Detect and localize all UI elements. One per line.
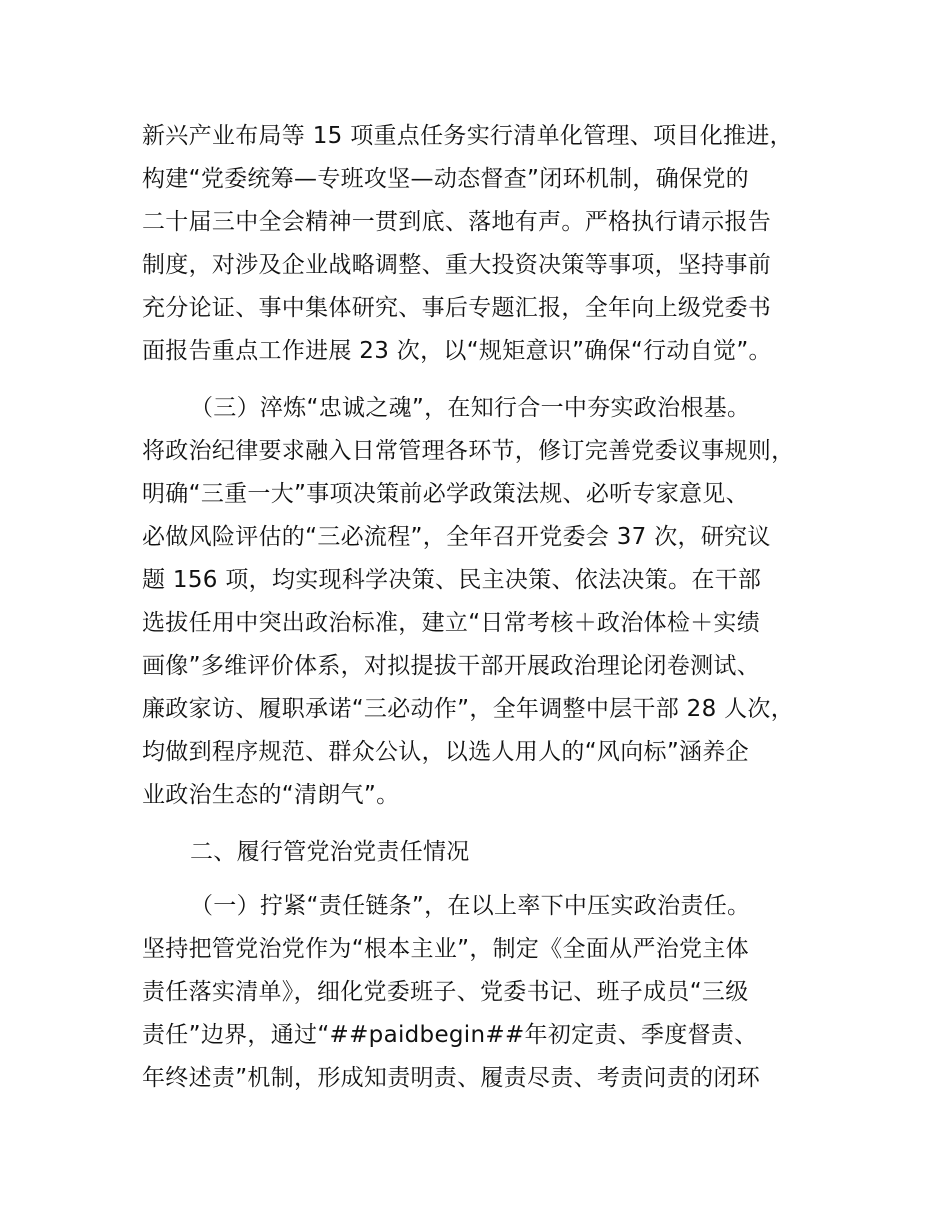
- text-line: 责任”边界，通过“##paidbegin##年初定责、季度督责、: [142, 1022, 758, 1048]
- section-heading: 二、履行管党治党责任情况: [190, 839, 470, 865]
- text-line: 将政治纪律要求融入日常管理各环节，修订完善党委议事规则，: [142, 438, 795, 464]
- text-line: 选拔任用中突出政治标准，建立“日常考核＋政治体检＋实绩: [142, 610, 761, 636]
- text-line: 面报告重点工作进展 23 次，以“规矩意识”确保“行动自觉”。: [142, 338, 772, 364]
- text-line: 廉政家访、履职承诺“三必动作”，全年调整中层干部 28 人次，: [142, 696, 795, 722]
- text-line: 新兴产业布局等 15 项重点任务实行清单化管理、项目化推进，: [142, 123, 793, 149]
- paragraph-responsibility: [142, 885, 842, 1100]
- text-line: 均做到程序规范、群众公认，以选人用人的“风向标”涵养企: [142, 739, 749, 765]
- paragraph-heading-line: （一）拧紧“责任链条”，在以上率下中压实政治责任。: [190, 893, 751, 919]
- text-line: 坚持把管党治党作为“根本主业”，制定《全面从严治党主体: [142, 936, 749, 962]
- text-line: 画像”多维评价体系，对拟提拔干部开展政治理论闭卷测试、: [142, 653, 761, 679]
- section-heading-block: [142, 831, 842, 874]
- paragraph-loyalty: [142, 387, 842, 817]
- text-line: 题 156 项，均实现科学决策、民主决策、依法决策。在干部: [142, 567, 762, 593]
- text-line: 充分论证、事中集体研究、事后专题汇报，全年向上级党委书: [142, 295, 772, 321]
- paragraph-heading-line: （三）淬炼“忠诚之魂”，在知行合一中夯实政治根基。: [190, 395, 751, 421]
- text-line: 责任落实清单》，细化党委班子、党委书记、班子成员“三级: [142, 979, 749, 1005]
- text-line: 年终述责”机制，形成知责明责、履责尽责、考责问责的闭环: [142, 1065, 761, 1091]
- text-line: 业政治生态的“清朗气”。: [142, 782, 400, 808]
- text-line: 必做风险评估的“三必流程”，全年召开党委会 37 次，研究议: [142, 524, 771, 550]
- text-line: 构建“党委统筹—专班攻坚—动态督查”闭环机制，确保党的: [142, 166, 749, 192]
- paragraph-continued: [142, 115, 842, 373]
- text-line: 二十届三中全会精神一贯到底、落地有声。严格执行请示报告: [142, 209, 772, 235]
- text-line: 制度，对涉及企业战略调整、重大投资决策等事项，坚持事前: [142, 252, 772, 278]
- text-line: 明确“三重一大”事项决策前必学政策法规、必听专家意见、: [142, 481, 749, 507]
